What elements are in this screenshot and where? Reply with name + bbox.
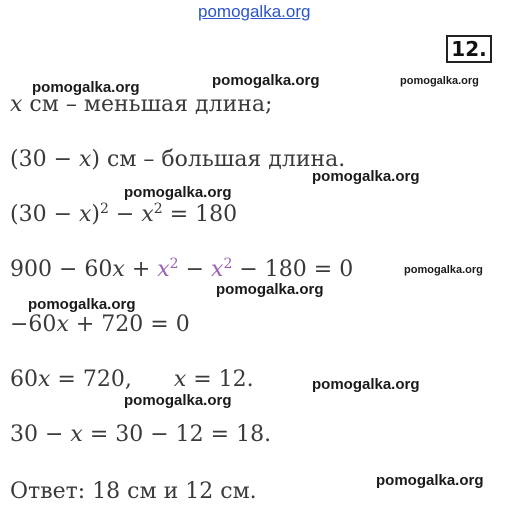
- watermark: pomogalka.org: [376, 472, 484, 489]
- watermark: pomogalka.org: [216, 281, 324, 298]
- watermark: pomogalka.org: [28, 296, 136, 313]
- solution-line-7: 30 − x = 30 − 12 = 18.: [10, 422, 272, 447]
- watermark: pomogalka.org: [312, 376, 420, 393]
- solution-line-4: $900 - 60x + x^2 - x^2 - 180 = 0$: [10, 256, 354, 282]
- solution-line-2: (30 − x) см – большая длина.: [10, 147, 346, 172]
- watermark: pomogalka.org: [400, 75, 479, 87]
- solution-line-6: 60x = 720, x = 12.: [10, 367, 254, 392]
- solution-line-3: $(30 - x)^2 - x^2 = 180$: [10, 201, 238, 227]
- watermark: pomogalka.org: [124, 184, 232, 201]
- answer-line: Ответ: 18 см и 12 см.: [10, 479, 257, 504]
- watermark: pomogalka.org: [312, 168, 420, 185]
- problem-number: 12.: [446, 35, 492, 63]
- watermark[interactable]: pomogalka.org: [198, 2, 311, 21]
- solution-line-5: −60x + 720 = 0: [10, 312, 190, 337]
- solution-line-1: x см – меньшая длина;: [10, 92, 273, 117]
- watermark: pomogalka.org: [212, 72, 320, 89]
- watermark: pomogalka.org: [32, 79, 140, 96]
- watermark: pomogalka.org: [404, 264, 483, 276]
- watermark: pomogalka.org: [124, 392, 232, 409]
